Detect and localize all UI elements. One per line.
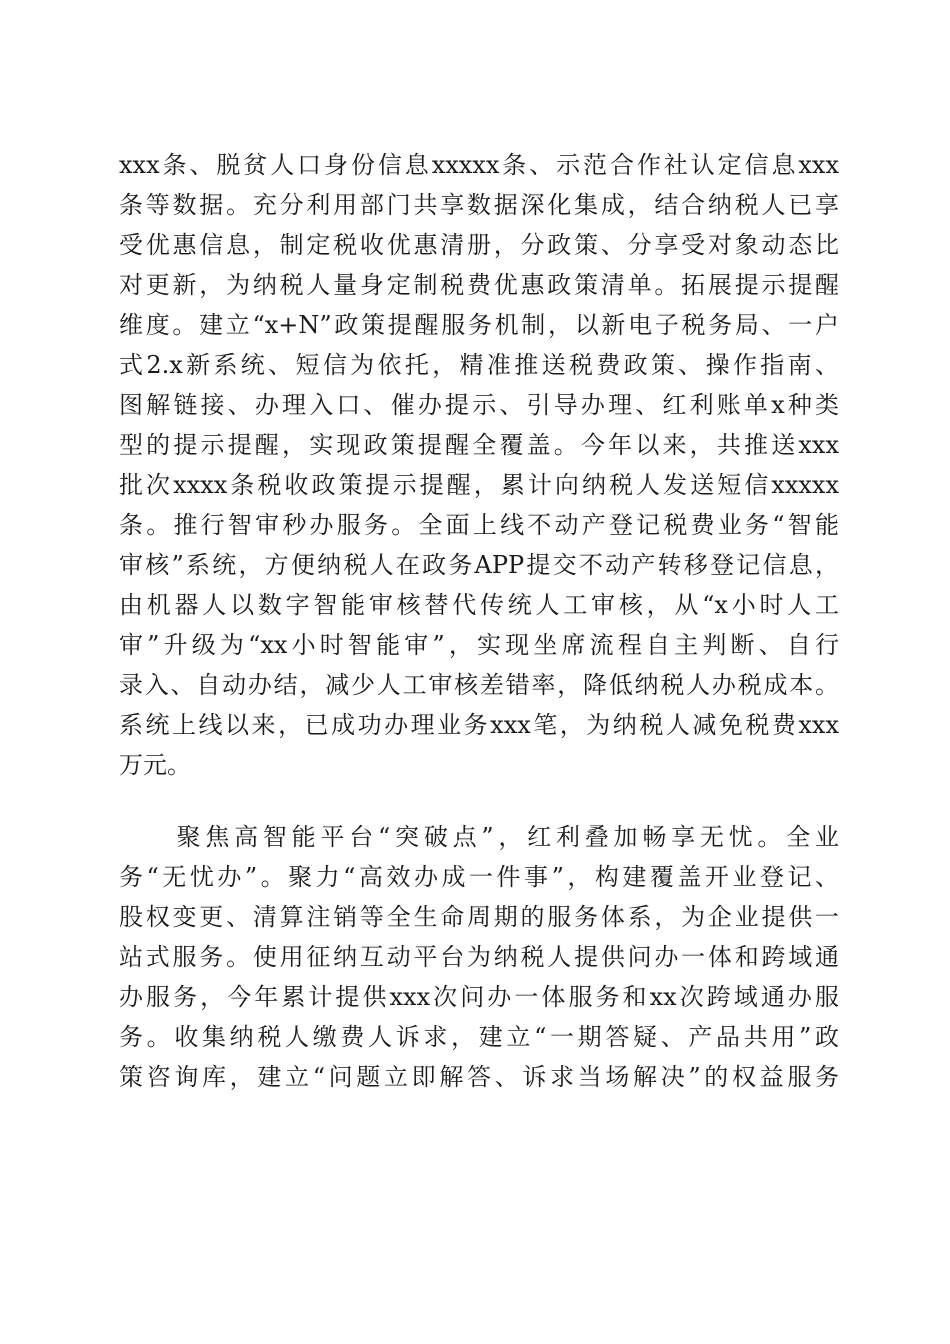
text-line: 录入、自动办结，减少人工审核差错率，降低纳税人办税成本。 (119, 671, 839, 699)
text-line: 维度。建立“x+N”政策提醒服务机制，以新电子税务局、一户 (119, 311, 839, 339)
paragraph-1 (119, 145, 839, 785)
text-line: 式2.x新系统、短信为依托，精准推送税费政策、操作指南、 (119, 351, 839, 379)
text-line: 万元。 (119, 751, 191, 779)
text-line: 审核”系统，方便纳税人在政务APP提交不动产转移登记信息， (119, 551, 839, 579)
text-line: xxx条、脱贫人口身份信息xxxxx条、示范合作社认定信息xxx (119, 151, 839, 179)
text-line: 受优惠信息，制定税收优惠清册，分政策、分享受对象动态比 (119, 231, 839, 259)
text-line: 股权变更、清算注销等全生命周期的服务体系，为企业提供一 (119, 903, 839, 931)
text-line: 图解链接、办理入口、催办提示、引导办理、红利账单x种类 (119, 391, 839, 419)
text-line: 审”升级为“xx小时智能审”，实现坐席流程自主判断、自行 (119, 631, 839, 659)
text-line: 批次xxxx条税收政策提示提醒，累计向纳税人发送短信xxxxx (119, 471, 839, 499)
text-line: 站式服务。使用征纳互动平台为纳税人提供问办一体和跨域通 (119, 943, 839, 971)
text-line: 条等数据。充分利用部门共享数据深化集成，结合纳税人已享 (119, 191, 839, 219)
text-line: 对更新，为纳税人量身定制税费优惠政策清单。拓展提示提醒 (119, 271, 839, 299)
document-body (119, 145, 839, 1097)
text-line: 由机器人以数字智能审核替代传统人工审核，从“x小时人工 (119, 591, 839, 619)
paragraph-gap (119, 785, 839, 817)
text-line: 务。收集纳税人缴费人诉求，建立“一期答疑、产品共用”政 (119, 1023, 839, 1051)
paragraph-2 (119, 817, 839, 1097)
text-line: 办服务，今年累计提供xxx次问办一体服务和xx次跨域通办服 (119, 983, 839, 1011)
text-line: 策咨询库，建立“问题立即解答、诉求当场解决”的权益服务 (119, 1063, 839, 1091)
text-line: 型的提示提醒，实现政策提醒全覆盖。今年以来，共推送xxx (119, 431, 839, 459)
text-line: 务“无忧办”。聚力“高效办成一件事”，构建覆盖开业登记、 (119, 863, 839, 891)
text-line: 系统上线以来，已成功办理业务xxx笔，为纳税人减免税费xxx (119, 711, 839, 739)
text-line: 聚焦高智能平台“突破点”，红利叠加畅享无忧。全业 (119, 823, 839, 851)
text-line: 条。推行智审秒办服务。全面上线不动产登记税费业务“智能 (119, 511, 839, 539)
